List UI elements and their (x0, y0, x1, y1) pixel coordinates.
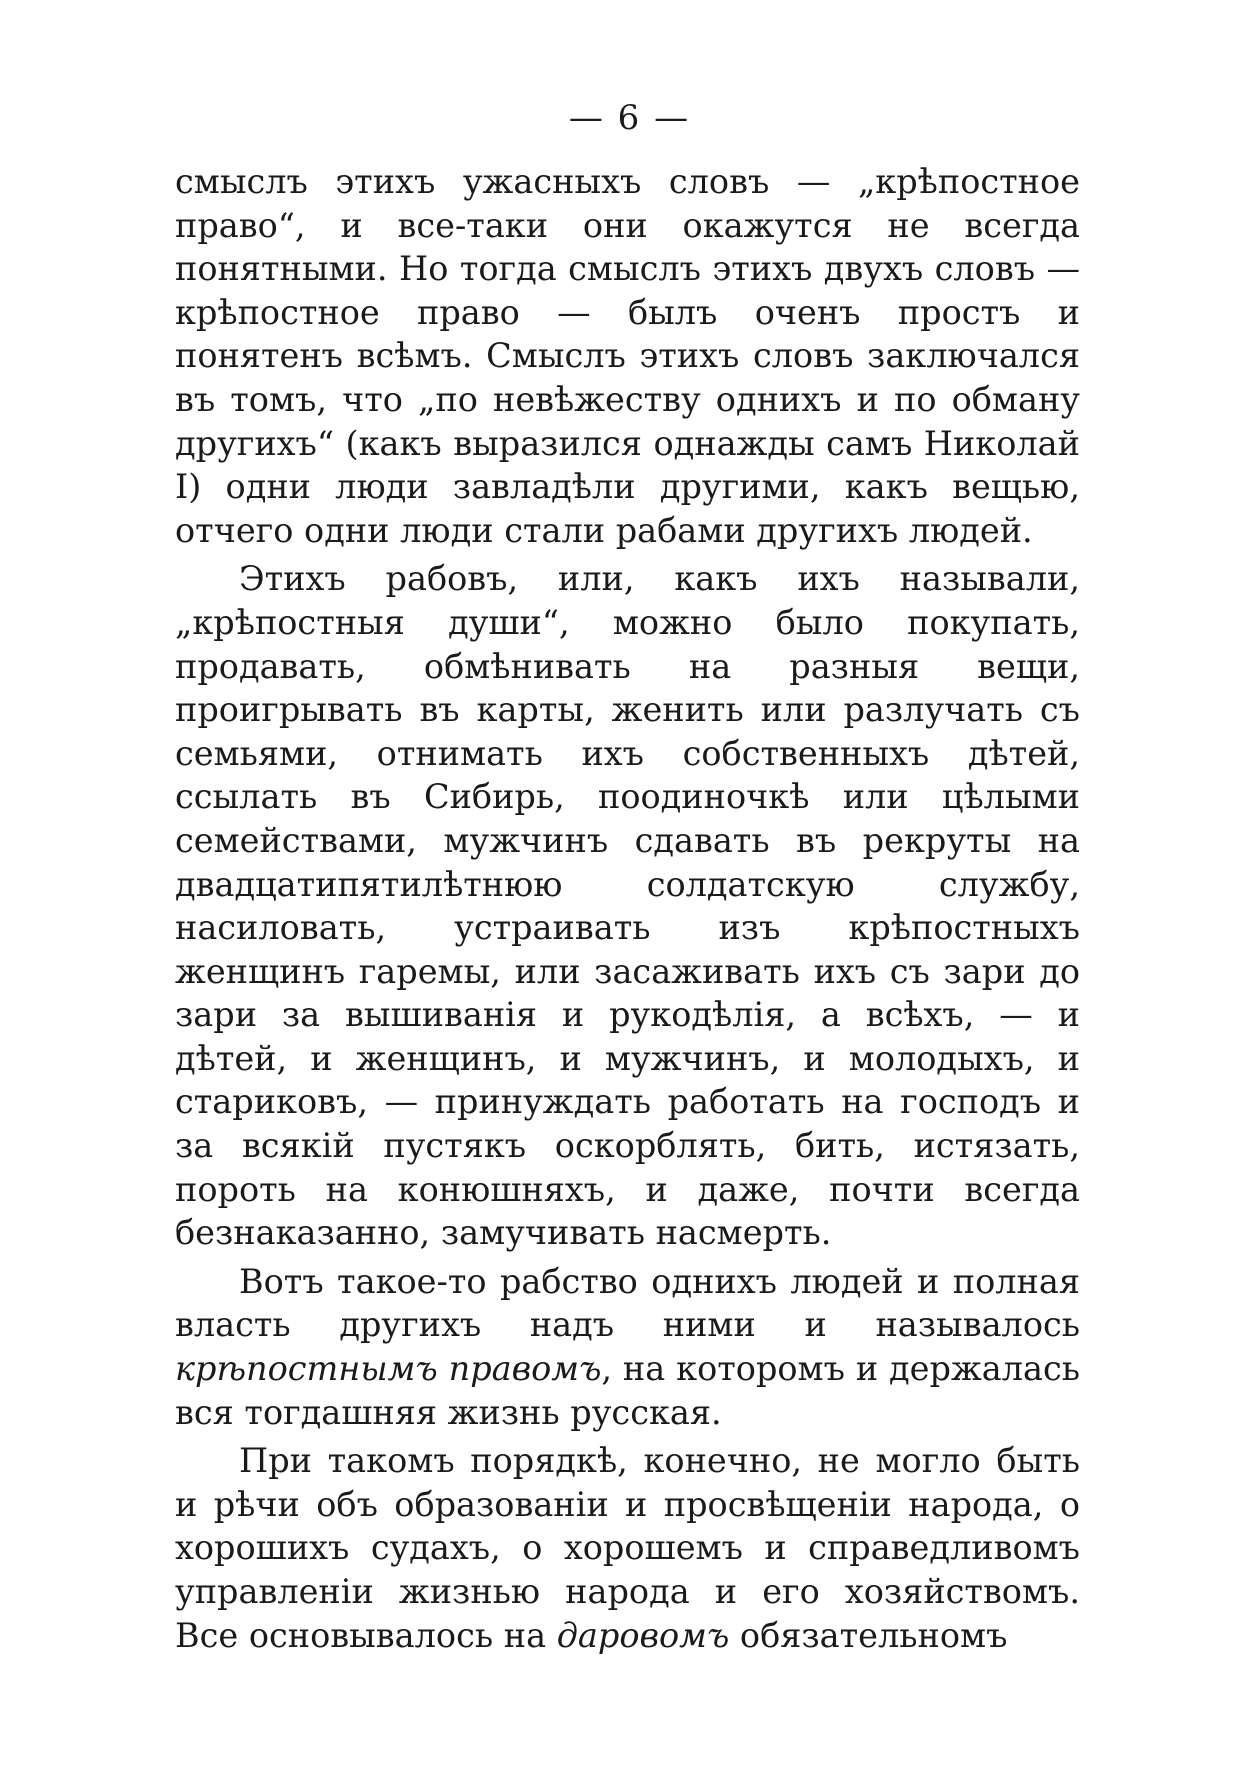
paragraph-3-text-before: Вотъ такое-то рабство однихъ людей и полная власть другихъ надъ ними и называлось (175, 1261, 1080, 1345)
paragraph-1: смыслъ этихъ ужасныхъ словъ — „крѣпостное право“, и все-таки они окажутся не всегда понятными. Но тогда смыслъ этихъ двухъ словъ — крѣпостное право — былъ оченъ простъ и понятенъ всѣмъ. Смыслъ этихъ словъ заключался въ томъ, что „по невѣжеству однихъ и по обману другихъ“ (какъ выразился однажды самъ Николай I) одни люди завладѣли другими, какъ вещью, отчего одни люди стали рабами другихъ людей. (175, 162, 1080, 550)
paragraph-4 (175, 1439, 1080, 1657)
paragraph-4-text-after: обязательномъ (729, 1615, 1008, 1655)
text-block (175, 160, 1080, 1662)
paragraph-4-text-before: При такомъ порядкѣ, конечно, не могло быть и рѣчи объ образованіи и просвѣщеніи народа, о хорошихъ судахъ, о хорошемъ и справедливомъ управленіи жизнью народа и его хозяйствомъ. Все основывалось на (175, 1441, 1080, 1655)
paragraph-3 (175, 1260, 1080, 1434)
paragraph-4-emphasis: даровомъ (556, 1615, 730, 1655)
page-number: — 6 — (568, 98, 691, 138)
paragraph-2: Этихъ рабовъ, или, какъ ихъ называли, „крѣпостныя души“, можно было покупать, продавать, обмѣнивать на разныя вещи, проигрывать въ карты, женить или разлучать съ семьями, отнимать ихъ собственныхъ дѣтей, ссылать въ Сибирь, поодиночкѣ или цѣлыми семействами, мужчинъ сдавать въ рекруты на двадцатипятилѣтнюю солдатскую службу, насиловать, устраивать изъ крѣпостныхъ женщинъ гаремы, или засаживать ихъ съ зари до зари за вышиванія и рукодѣлія, а всѣхъ, — и дѣтей, и женщинъ, и мужчинъ, и молодыхъ, и стариковъ, — принуждать работать на господъ и за всякій пустякъ оскорблять, бить, истязать, пороть на конюшняхъ, и даже, почти всегда безнаказанно, замучивать насмерть. (175, 559, 1080, 1253)
paragraph-3-emphasis: крѣпостнымъ правомъ (175, 1349, 602, 1389)
paragraph-3-text-after: , на которомъ и держалась вся тогдашняя жизнь русская. (175, 1349, 1080, 1432)
